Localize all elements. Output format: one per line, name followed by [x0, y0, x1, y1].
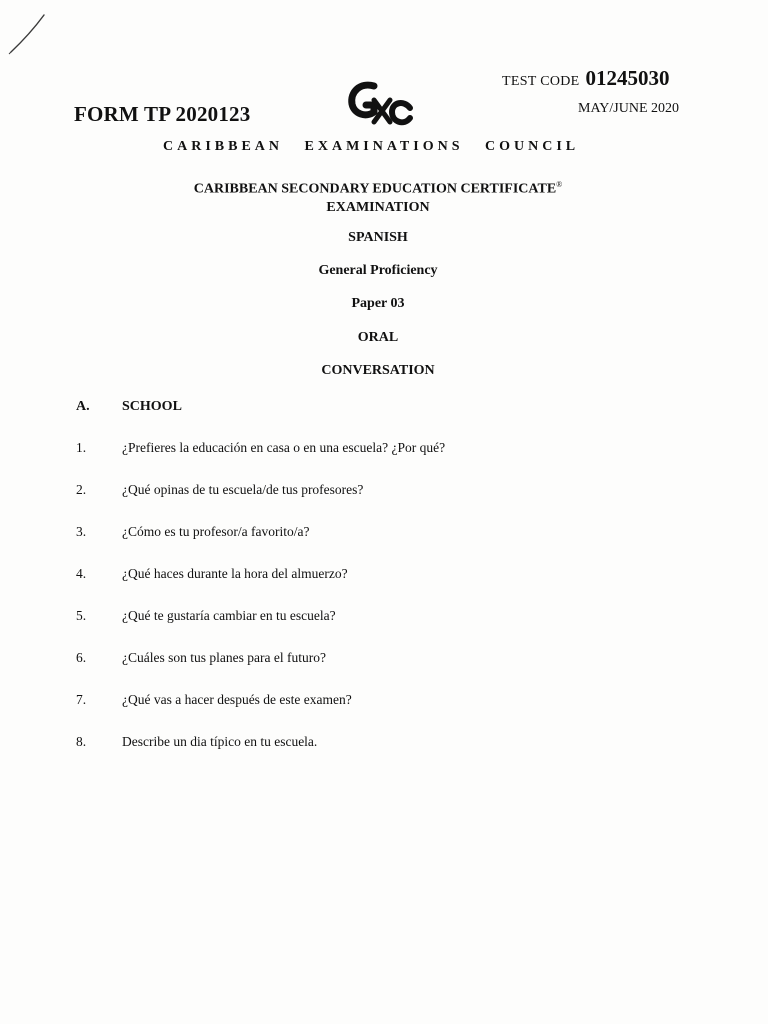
question-text: ¿Qué te gustaría cambiar en tu escuela?	[122, 608, 336, 623]
section-letter: A.	[76, 399, 90, 414]
paper-number: Paper 03	[351, 296, 405, 311]
question-item	[76, 692, 445, 734]
part-title: CONVERSATION	[321, 363, 435, 378]
council-name: CARIBBEAN EXAMINATIONS COUNCIL	[163, 139, 580, 154]
question-item	[76, 566, 445, 608]
pen-mark-icon	[4, 12, 48, 56]
component-title: ORAL	[357, 330, 399, 345]
question-number: 8.	[76, 734, 87, 749]
question-number: 1.	[76, 440, 87, 455]
form-code: FORM TP 2020123	[74, 102, 251, 126]
question-number: 5.	[76, 608, 87, 623]
test-code	[502, 66, 670, 91]
question-number: 3.	[76, 524, 87, 539]
test-code-label: TEST CODE	[502, 74, 580, 89]
question-number: 4.	[76, 566, 87, 581]
question-number: 6.	[76, 650, 87, 665]
test-code-value: 01245030	[585, 66, 670, 90]
question-item	[76, 734, 445, 776]
question-text: ¿Cuáles son tus planes para el futuro?	[122, 650, 326, 665]
question-text: Describe un dia típico en tu escuela.	[122, 734, 318, 749]
question-item	[76, 608, 445, 650]
section-name: SCHOOL	[122, 399, 182, 414]
cxc-logo-icon	[344, 78, 414, 128]
question-list	[76, 440, 445, 776]
question-number: 2.	[76, 482, 87, 497]
certificate-line2: EXAMINATION	[326, 199, 430, 215]
certificate-title	[120, 176, 636, 217]
question-item	[76, 440, 445, 482]
question-text: ¿Prefieres la educación en casa o en una escuela? ¿Por qué?	[122, 440, 446, 455]
question-item	[76, 650, 445, 692]
proficiency-level: General Proficiency	[318, 263, 438, 278]
question-item	[76, 524, 445, 566]
question-text: ¿Qué opinas de tu escuela/de tus profesores?	[122, 482, 364, 497]
question-text: ¿Qué vas a hacer después de este examen?	[122, 692, 352, 707]
question-item	[76, 482, 445, 524]
registered-mark: ®	[556, 180, 563, 189]
certificate-line1: CARIBBEAN SECONDARY EDUCATION CERTIFICATE	[193, 181, 557, 197]
question-number: 7.	[76, 692, 87, 707]
question-text: ¿Cómo es tu profesor/a favorito/a?	[122, 524, 310, 539]
subject-title: SPANISH	[348, 230, 408, 245]
question-text: ¿Qué haces durante la hora del almuerzo?	[122, 566, 348, 581]
exam-session: MAY/JUNE 2020	[578, 101, 679, 116]
section-heading	[76, 399, 182, 415]
